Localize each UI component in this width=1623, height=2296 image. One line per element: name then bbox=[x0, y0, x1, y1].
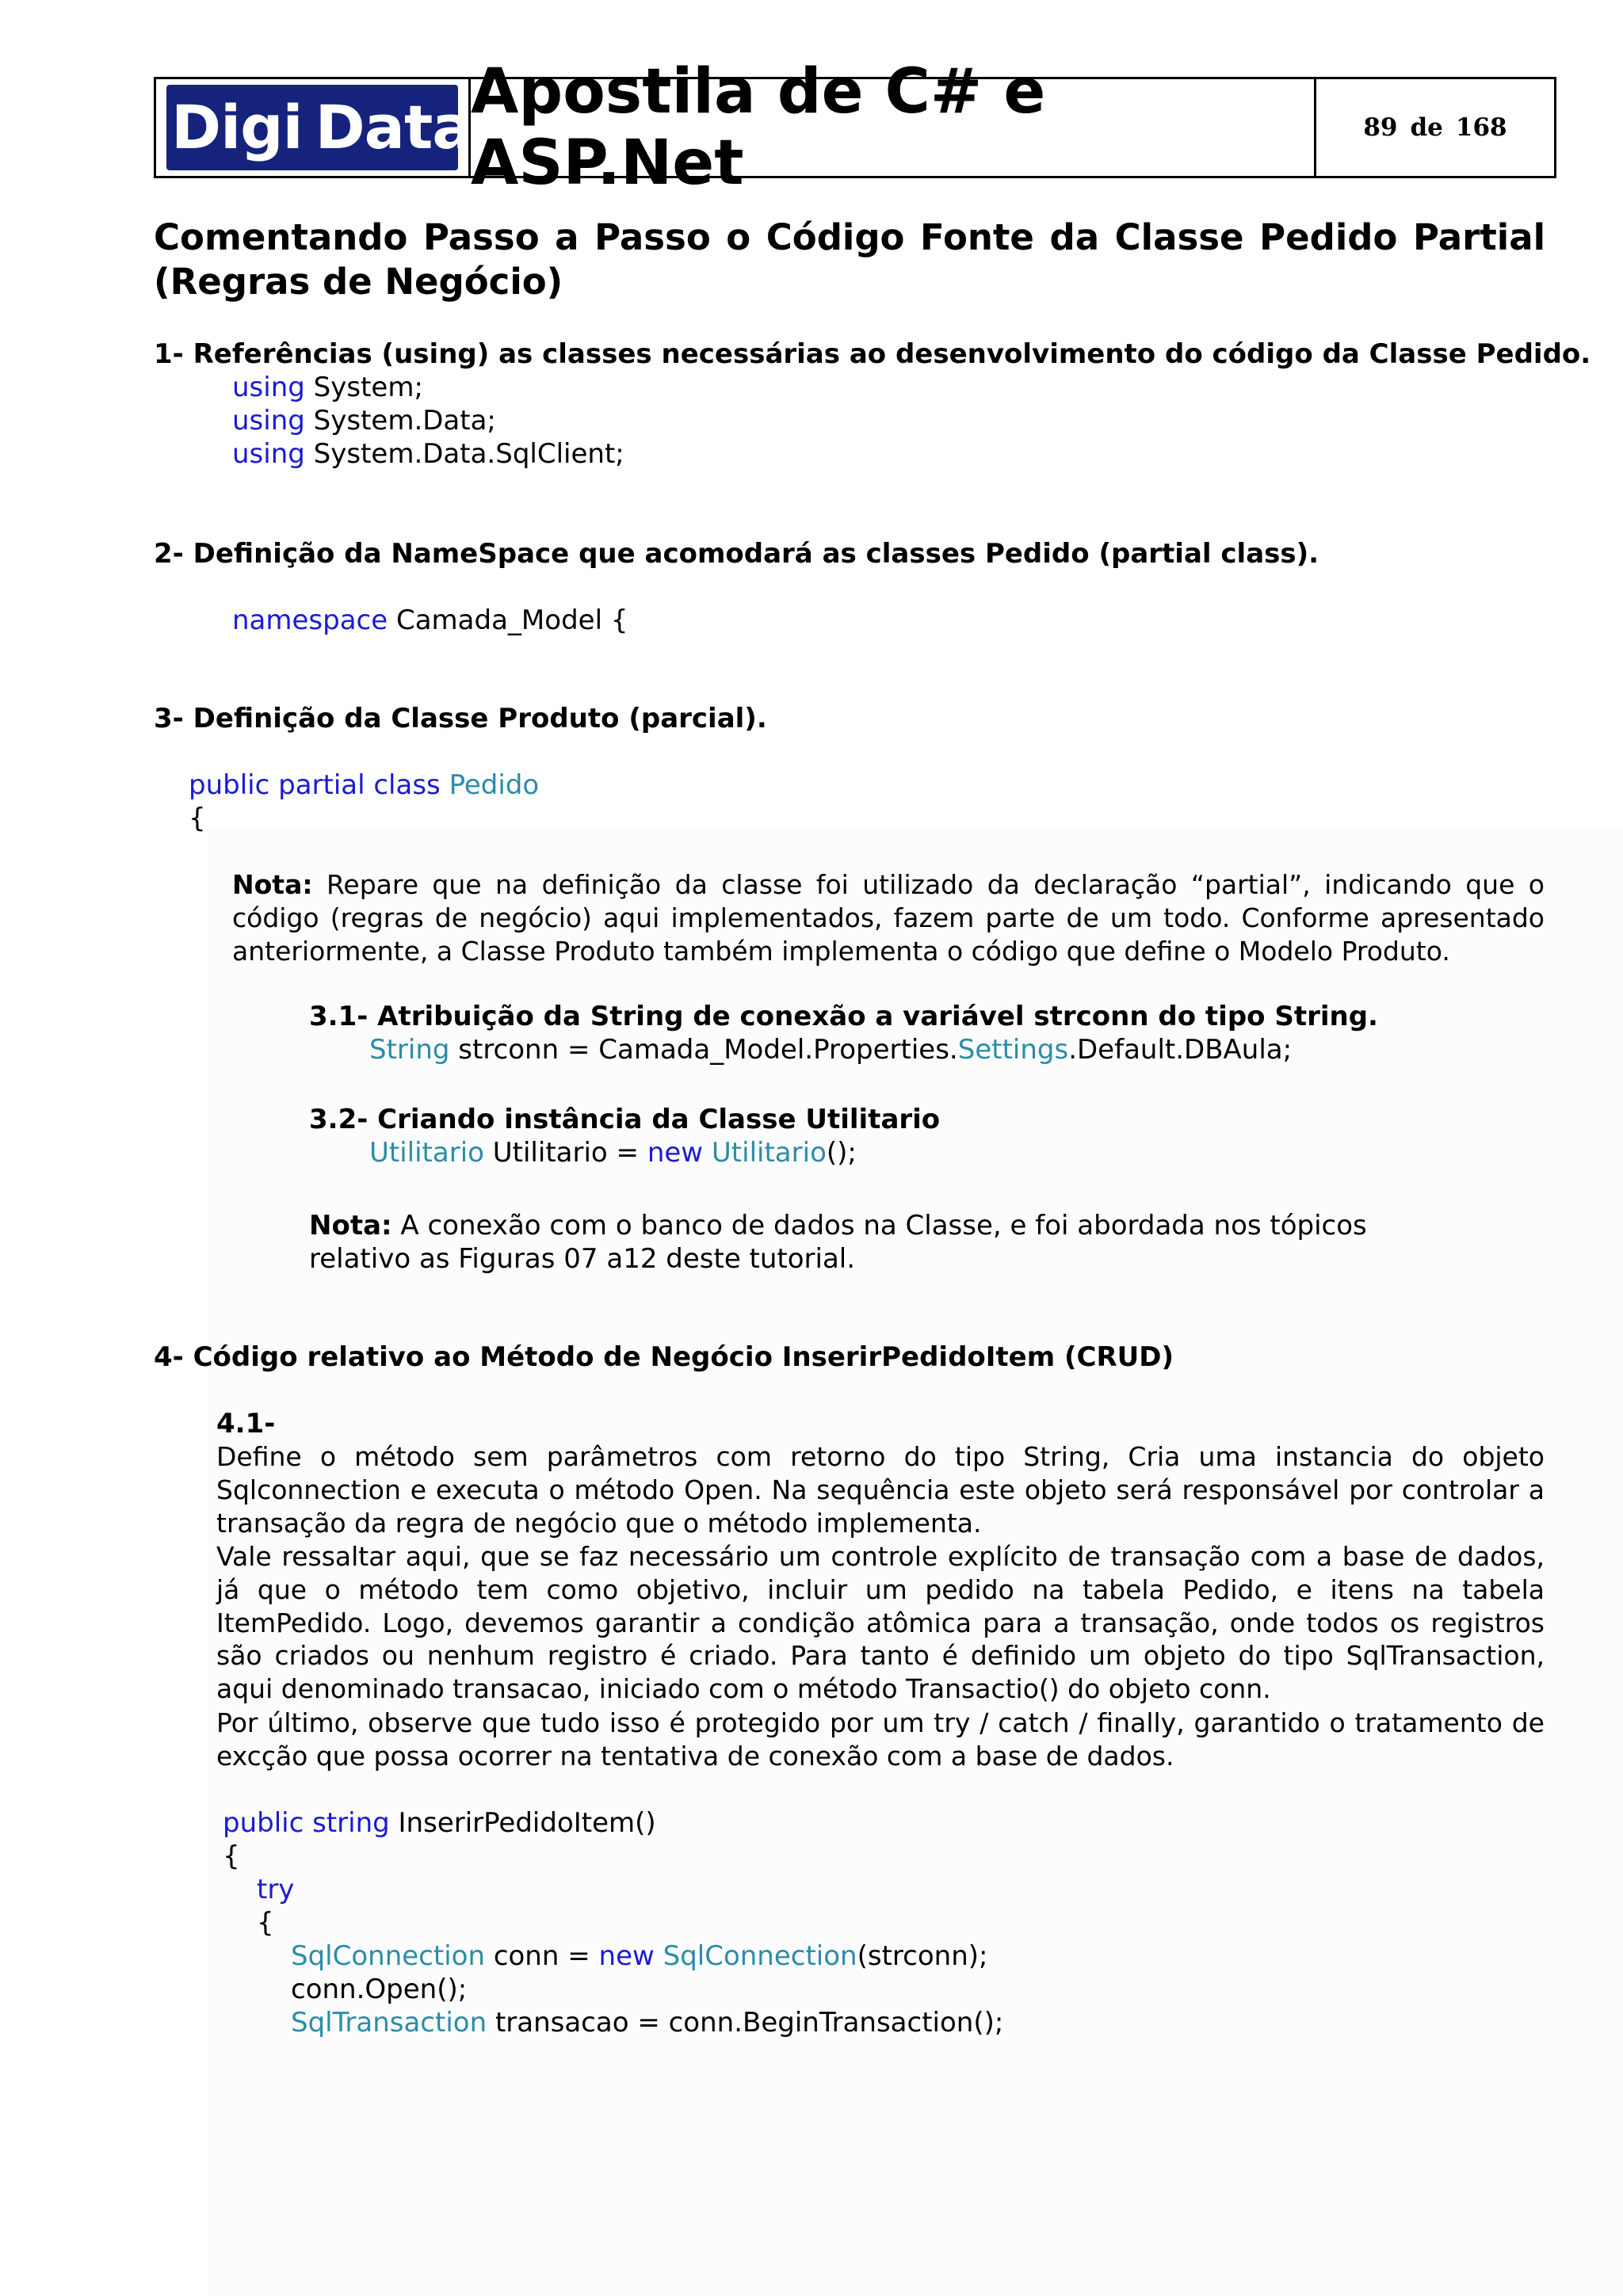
note-paragraph bbox=[232, 868, 1545, 967]
logo-cell bbox=[156, 79, 471, 176]
code-type: String bbox=[369, 1034, 450, 1066]
code-line bbox=[232, 371, 423, 404]
code-line: { bbox=[189, 803, 206, 834]
note-text: A conexão com o banco de dados na Classe, e foi abordada nos tópicos bbox=[400, 1210, 1367, 1241]
code-line bbox=[232, 404, 496, 437]
code-text: Camada_Model { bbox=[395, 605, 628, 636]
code-keyword: namespace bbox=[232, 605, 388, 636]
page-current: 89 bbox=[1363, 113, 1398, 142]
code-keyword: using bbox=[232, 405, 305, 437]
code-text: InserirPedidoItem() bbox=[398, 1807, 656, 1839]
note-label: Nota: bbox=[232, 869, 313, 900]
code-keyword: using bbox=[232, 372, 305, 403]
section-heading: Comentando Passo a Passo o Código Fonte da Classe Pedido Partial (Regras de Negócio) bbox=[154, 216, 1545, 303]
code-line bbox=[369, 1136, 857, 1169]
subsection-3-1-title: 3.1- Atribuição da String de conexão a variável strconn do tipo String. bbox=[309, 1001, 1378, 1032]
section-2-title: 2- Definição da NameSpace que acomodará as classes Pedido (partial class). bbox=[154, 538, 1319, 570]
logo-left: Digi bbox=[171, 92, 303, 162]
code-text: System.Data; bbox=[313, 405, 496, 437]
code-text: (); bbox=[826, 1137, 857, 1169]
code-type: SqlConnection bbox=[291, 1940, 485, 1972]
code-keyword: public partial class bbox=[189, 769, 441, 801]
code-text: (strconn); bbox=[857, 1940, 988, 1972]
note-text: Repare que na definição da classe foi utilizado da declaração “partial”, indicando que o código (regras de negócio) aqui implementados, fazem parte de um todo. Conforme apresentado anteriormente, a Classe Produto também implementa o código que define o Modelo Produto. bbox=[232, 869, 1545, 967]
logo-right: Data bbox=[315, 92, 472, 162]
code-text: strconn = Camada_Model.Properties. bbox=[458, 1034, 958, 1066]
document-title: Apostila de C# e ASP.Net bbox=[471, 56, 1046, 199]
subsection-4-1-title: 4.1- bbox=[216, 1408, 276, 1440]
code-text: System.Data.SqlClient; bbox=[313, 438, 624, 470]
section-1-title: 1- Referências (using) as classes necessárias ao desenvolvimento do código da Classe Pedido. bbox=[154, 338, 1591, 370]
title-cell bbox=[471, 56, 1316, 199]
paragraph: Define o método sem parâmetros com retorno do tipo String, Cria uma instancia do objeto Sqlconnection e executa o método Open. Na sequência este objeto será responsável por controlar a transação da regra de negócio que o método implementa. bbox=[216, 1441, 1545, 1539]
code-line bbox=[232, 604, 628, 637]
code-text: .Default.DBAula; bbox=[1068, 1034, 1293, 1066]
code-type: SqlTransaction bbox=[291, 2007, 487, 2039]
code-keyword: using bbox=[232, 438, 305, 470]
code-line bbox=[369, 1033, 1292, 1066]
code-text: conn = bbox=[493, 1940, 590, 1972]
code-keyword: new bbox=[598, 1940, 655, 1972]
note-2-line bbox=[309, 1209, 1367, 1242]
note-label: Nota: bbox=[309, 1210, 392, 1241]
code-type: SqlConnection bbox=[663, 1940, 857, 1972]
section-4-title: 4- Código relativo ao Método de Negócio InserirPedidoItem (CRUD) bbox=[154, 1341, 1174, 1373]
code-keyword: new bbox=[647, 1137, 704, 1169]
code-line bbox=[232, 437, 624, 471]
code-keyword: public string bbox=[223, 1807, 390, 1839]
code-text: Utilitario = bbox=[492, 1137, 640, 1169]
code-line: { bbox=[223, 1840, 240, 1872]
code-keyword: try bbox=[257, 1874, 295, 1905]
code-type: Pedido bbox=[449, 769, 540, 801]
code-type: Utilitario bbox=[369, 1137, 484, 1169]
code-line: { bbox=[257, 1907, 274, 1939]
code-type: Settings bbox=[957, 1034, 1069, 1066]
subsection-3-2-title: 3.2- Criando instância da Classe Utilitario bbox=[309, 1104, 941, 1135]
paragraph: Vale ressaltar aqui, que se faz necessário um controle explícito de transação com a base de dados, já que o método tem como objetivo, incluir um pedido na tabela Pedido, e itens na tabela ItemPedido. Logo, devemos garantir a condição atômica para a transação, onde todos os registros são criados ou nenhum registro é criado. Para tanto é definido um objeto do tipo SqlTransaction, aqui denominado transacao, iniciado com o método Transactio() do objeto conn. bbox=[216, 1541, 1545, 1705]
code-type: Utilitario bbox=[711, 1137, 827, 1169]
page-total: 168 bbox=[1455, 113, 1507, 142]
paragraph: Por último, observe que tudo isso é protegido por um try / catch / finally, garantido o tratamento de excção que possa ocorrer na tentativa de conexão com a base de dados. bbox=[216, 1707, 1545, 1772]
page-of: de bbox=[1410, 113, 1443, 142]
page-header bbox=[154, 56, 1556, 199]
code-line bbox=[291, 1939, 987, 1973]
digidata-logo bbox=[166, 85, 472, 170]
note-2-line: relativo as Figuras 07 a12 deste tutorial. bbox=[309, 1243, 856, 1275]
code-text: System; bbox=[313, 372, 423, 403]
code-line bbox=[223, 1806, 656, 1840]
code-line bbox=[189, 769, 539, 802]
page-number bbox=[1316, 79, 1554, 176]
code-line bbox=[291, 2006, 1003, 2039]
code-line: conn.Open(); bbox=[291, 1974, 468, 2005]
code-text: transacao = conn.BeginTransaction(); bbox=[495, 2007, 1004, 2039]
section-3-title: 3- Definição da Classe Produto (parcial). bbox=[154, 703, 767, 734]
